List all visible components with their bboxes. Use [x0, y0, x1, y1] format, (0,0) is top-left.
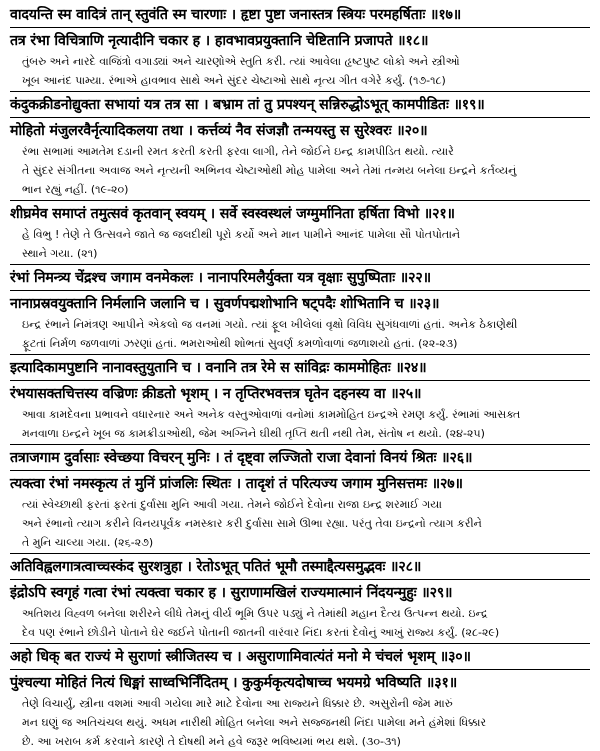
verse-23: नानाप्रस्रवयुक्तानि निर्मलानि जलानि च । सुवर्णपद्मशोभानि षट्पदैः शोभितानि च ॥२३॥ — [10, 296, 440, 312]
verse-separator — [10, 470, 590, 471]
gloss-line: હે વિભુ ! તેણે તે ઉત્સવને જાતે જ જલદીથી પૂરો કર્યો અને માન પામીને આનંદ પામેલા સૌ પોતપોતાને — [22, 228, 461, 241]
verse-19: कंदुकक्रीडनोद्युक्ता सभायां यत्र तत्र सा । बभ्राम तां तु प्रपश्यन् सन्निरुद्धोऽभूत् कामपीडितः ॥१९॥ — [10, 97, 485, 113]
verse-26: तत्राजगाम दुर्वासाः स्वेच्छया विचरन् मुनिः । तं दृष्ट्वा लज्जितो राजा देवानां विनयं श्रितः ॥२६॥ — [10, 450, 473, 466]
verse-28: अतिविह्वलगात्रत्वाच्चस्कंद सुरशत्रुहा । रेतोऽभूत् पतितं भूमौ तस्माद्दैत्यसमुद्भवः ॥२८॥ — [10, 559, 422, 575]
verse-separator — [10, 27, 590, 28]
gloss-line: ઇન્દ્ર રંભાને નિમંત્રણ આપીને એકલો જ વનમાં ગયો. ત્યાં ફૂલ ખીલેલાં વૃક્ષો વિવિધ સુગંધવાળાં હતાં. અનેક ઠેકાણેથી — [22, 318, 518, 331]
gloss-line: ફૂટતાં નિર્મળ જળવાળાં ઝરણાં હતાં. ભમરાઓથી શોભતાં સુવર્ણ કમળોવાળાં જળાશયો હતાં. (૨૨-૨૩) — [22, 337, 458, 350]
gloss-line: ખૂબ આનંદ પામ્યા. રંભાએ હાવભાવ સાથે અને સુંદર ચેષ્ટાઓ સાથે નૃત્ય ગીત વગેરે કર્યું. (૧૭-૧૮) — [22, 74, 446, 87]
gloss-line: સ્થાને ગયા. (૨૧) — [22, 247, 98, 260]
verse-21: शीघ्रमेव समाप्तं तमुत्सवं कृतवान् स्वयम् । सर्वे स्वस्वस्थलं जग्मुर्मानिता हर्षिता विभो ॥२१॥ — [10, 206, 455, 222]
block-separator — [10, 643, 590, 644]
gloss-line: છે. આ ખરાબ કર્મ કરવાને કારણે તે દોષથી મને હવે જરૂર ભવિષ્યમાં ભય થશે. (૩૦-૩૧) — [22, 735, 401, 748]
gloss-line: અને રંભાનો ત્યાગ કરીને વિનયપૂર્વક નમસ્કાર કરી દુર્વાસા સામે ઊભા રહ્યા. પરંતુ તેવા ઇન્દ્રનો ત્યાગ કરીને — [22, 517, 482, 530]
block-separator — [10, 91, 590, 92]
gloss-line: મનવાળા ઇન્દ્રને ખૂબ જ કામક્રીડાઓથી, જેમ અગ્નિને ઘીથી તૃપ્તિ થતી નથી તેમ, સંતોષ ન થયો. (૨૪-૨૫) — [22, 427, 485, 440]
gloss-line: મન ઘણું જ અતિચંચલ થયું. અધમ નારીથી મોહિત બનેલા અને સજ્જનથી નિંદા પામેલા મને હંમેશાં ધિક્કાર — [22, 716, 487, 729]
block-separator — [10, 264, 590, 265]
block-separator — [10, 200, 590, 201]
verse-29: इंद्रोऽपि स्वगृहं गत्वा रंभां त्यक्त्वा चकार ह । सुराणामखिलं राज्यमात्मानं निंदयन्मुहुः ॥२९॥ — [10, 585, 453, 601]
verse-separator — [10, 579, 590, 580]
verse-block-24-25 — [10, 357, 590, 443]
verse-31: पुंश्चल्या मोहितं नित्यं धिङ्मां साध्वभिर्निंदितम् । कुकुर्मकृत्यदोषाच्च भयमग्रे भविष्यति ॥३१॥ — [10, 675, 458, 691]
verse-separator — [10, 669, 590, 670]
verse-block-28-29 — [10, 556, 590, 642]
verse-block-21 — [10, 203, 590, 263]
gloss-line: અતિશય વિહ્વળ બનેલા શરીરને લીધે તેમનું વીર્ય ભૂમિ ઉપર પડ્યું ને તેમાંથી મહાન દૈત્ય ઉત્પન્ન થયો. ઇન્દ્ર — [22, 607, 488, 620]
verse-17: वादयन्ति स्म वादित्रं तान् स्तुवंति स्म चारणाः । हृष्टा पुष्टा जनास्तत्र स्त्रियः परमहर्षिताः ॥१७॥ — [10, 7, 462, 23]
verse-25: रंभयासक्तचित्तस्य वज्रिणः क्रीडतो भृशम् । न तृप्तिरभवत्तत्र घृतेन दहनस्य वा ॥२५॥ — [10, 386, 422, 402]
block-separator — [10, 354, 590, 355]
gloss-line: રંભા સભામાં આમતેમ દડાની રમત કરતી કરતી ફરવા લાગી, તેને જોઈને ઇન્દ્ર કામપીડિત થયો. ત્યારે — [22, 145, 454, 158]
gloss-line: તે મુનિ ચાલ્યા ગયા. (૨૬-૨૭) — [22, 536, 154, 549]
verse-18: तत्र रंभा विचित्राणि नृत्यादीनि चकार ह । हावभावप्रयुक्तानि चेष्टितानि प्रजापते ॥१८॥ — [10, 33, 429, 49]
gloss-line: તુંબરુ અને નારદે વાજિંત્રો વગાડ્યાં અને ચારણોએ સ્તુતિ કરી. ત્યાં આવેલા હૃષ્ટપુષ્ટ લોકો અને સ્ત્રીઓ — [22, 55, 460, 68]
verse-block-19-20 — [10, 94, 590, 199]
verse-27: त्यक्त्वा रंभां नमस्कृत्य तं मुनिं प्रांजलिः स्थितः । तादृशं तं परित्यज्य जगाम मुनिसत्तमः ॥२७॥ — [10, 476, 463, 492]
gloss-line: તેણે વિચાર્યું, સ્ત્રીના વશમાં આવી ગયેલા મારે માટે દેવોના આ રાજ્યને ધિક્કાર છે. અસુરોની જેમ મારું — [22, 697, 453, 710]
gloss-line: દેવ પણ રંભાને છોડીને પોતાને ઘેર જઈને પોતાની જાતની વારંવાર નિંદા કરતાં દેવોનું આખું રાજ્ય કર્યું. (૨૮-૨૯) — [22, 626, 500, 639]
gloss-line: ભાન રહ્યું નહીં. (૧૯-૨૦) — [22, 183, 129, 196]
verse-24: इत्यादिकामपुष्टानि नानावस्तुयुतानि च । वनानि तत्र रेमे स सांविद्रः काममोहितः ॥२४॥ — [10, 360, 427, 376]
verse-30: अहो धिक् बत राज्यं मे सुराणां स्त्रीजितस्य च । असुराणामिवात्यंतं मनो मे चंचलं भृशम् ॥३०॥ — [10, 649, 471, 665]
verse-block-30-31 — [10, 646, 590, 751]
verse-block-26-27 — [10, 447, 590, 552]
verse-separator — [10, 117, 590, 118]
verse-separator — [10, 290, 590, 291]
verse-block-17-18 — [10, 4, 590, 90]
block-separator — [10, 444, 590, 445]
gloss-line: તે સુંદર સંગીતના અવાજ અને નૃત્યની અભિનવ ચેષ્ટાઓથી મોહ પામેલા અને તેમાં તન્મય બનેલા ઇન્દ્રને કર્તવ્યનું — [22, 164, 517, 177]
verse-20: मोहितो मंजुलरवैर्नृत्यादिकलया तथा । कर्त्तव्यं नैव संजज्ञौ तन्मयस्तु स सुरेश्वरः ॥२०॥ — [10, 123, 428, 139]
verse-separator — [10, 380, 590, 381]
gloss-line: ત્યાં સ્વેચ્છાથી ફરતાં ફરતાં દુર્વાસા મુનિ આવી ગયા. તેમને જોઈને દેવોના રાજા ઇન્દ્ર શરમાઈ ગયા — [22, 498, 442, 511]
verse-22: रंभां निमन्त्र्य चेंद्रश्च जगाम वनमेकलः । नानापरिमलैर्युक्ता यत्र वृक्षाः सुपुष्पिताः ॥२२॥ — [10, 270, 431, 286]
verse-block-22-23 — [10, 267, 590, 353]
block-separator — [10, 553, 590, 554]
gloss-line: આવા કામદેવના પ્રભાવને વધારનાર અને અનેક વસ્તુઓવાળાં વનોમાં કામમોહિત ઇન્દ્રએ રમણ કર્યું. રંભામાં આસક્ત — [22, 408, 521, 421]
